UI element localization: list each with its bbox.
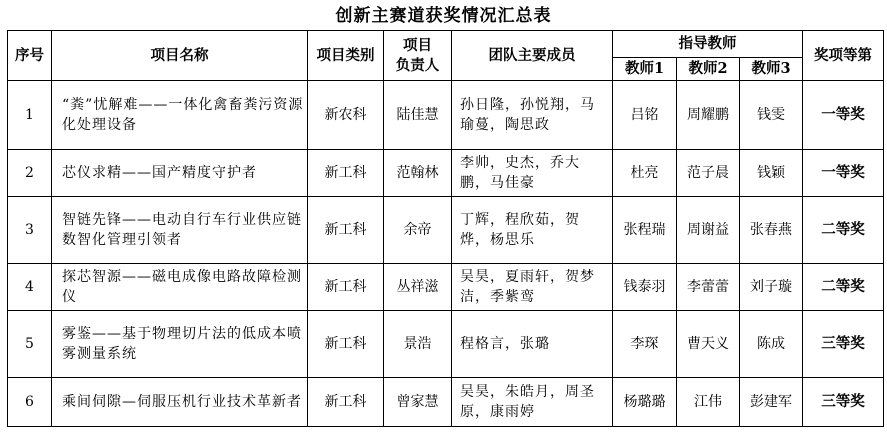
cell-teacher2: 曹天义 [677,311,740,378]
table-row [8,311,884,378]
cell-award: 一等奖 [803,81,884,150]
cell-teacher3: 钱颖 [740,150,803,197]
cell-teacher3: 钱雯 [740,81,803,150]
header-teacher2: 教师2 [677,58,740,81]
table-row [8,81,884,150]
cell-index: 5 [8,311,52,378]
cell-teacher3: 张春燕 [740,197,803,264]
header-leader-line1: 项目 [403,36,432,54]
cell-award: 三等奖 [803,378,884,427]
cell-leader: 景浩 [384,311,452,378]
cell-teacher2: 周耀鹏 [677,81,740,150]
cell-teacher1: 吕铭 [613,81,677,150]
cell-teacher2: 李蕾蕾 [677,264,740,311]
cell-index: 6 [8,378,52,427]
cell-index: 4 [8,264,52,311]
table-row [8,197,884,264]
cell-members: 程格言，张璐 [452,311,613,378]
cell-category: 新工科 [308,150,384,197]
cell-category: 新工科 [308,264,384,311]
cell-members: 吴昊，夏雨轩，贺梦洁，季紫鸾 [452,264,613,311]
cell-teacher3: 彭建军 [740,378,803,427]
cell-teacher3: 刘子璇 [740,264,803,311]
cell-leader: 陆佳慧 [384,81,452,150]
cell-project-name: 探芯智源——磁电成像电路故障检测仪 [52,264,308,311]
cell-award: 二等奖 [803,197,884,264]
header-advisors: 指导教师 [613,31,803,58]
page-title: 创新主赛道获奖情况汇总表 [335,6,552,26]
cell-award: 三等奖 [803,311,884,378]
cell-members: 孙日隆，孙悦翔，马瑜蔓，陶思政 [452,81,613,150]
cell-teacher1: 钱泰羽 [613,264,677,311]
cell-teacher1: 杜亮 [613,150,677,197]
cell-project-name: “粪”忧解难——一体化禽畜粪污资源化处理设备 [52,81,308,150]
cell-leader: 丛祥滋 [384,264,452,311]
header-award: 奖项等第 [803,31,884,81]
header-teacher1: 教师1 [613,58,677,81]
cell-teacher1: 李琛 [613,311,677,378]
cell-index: 2 [8,150,52,197]
cell-index: 3 [8,197,52,264]
cell-leader: 范翰林 [384,150,452,197]
cell-project-name: 芯仪求精——国产精度守护者 [52,150,308,197]
cell-award: 一等奖 [803,150,884,197]
cell-leader: 曾家慧 [384,378,452,427]
cell-project-name: 乘间伺隙—伺服压机行业技术革新者 [52,378,308,427]
header-row [8,31,884,58]
cell-teacher3: 陈成 [740,311,803,378]
cell-category: 新工科 [308,311,384,378]
header-project-name: 项目名称 [52,31,308,81]
cell-index: 1 [8,81,52,150]
header-members: 团队主要成员 [452,31,613,81]
cell-teacher2: 江伟 [677,378,740,427]
cell-teacher1: 张程瑞 [613,197,677,264]
cell-project-name: 雾鉴——基于物理切片法的低成本喷雾测量系统 [52,311,308,378]
cell-category: 新工科 [308,197,384,264]
cell-project-name: 智链先锋——电动自行车行业供应链数智化管理引领者 [52,197,308,264]
cell-members: 丁辉，程欣茹，贺烨，杨思乐 [452,197,613,264]
cell-members: 李帅，史杰，乔大鹏，马佳豪 [452,150,613,197]
table-row [8,378,884,427]
header-leader [384,31,452,81]
award-summary-table [7,30,884,427]
table-row [8,264,884,311]
cell-category: 新农科 [308,81,384,150]
cell-teacher1: 杨璐璐 [613,378,677,427]
cell-members: 吴昊，朱皓月，周圣原，康雨婷 [452,378,613,427]
cell-teacher2: 周谢益 [677,197,740,264]
table-row [8,150,884,197]
header-category: 项目类别 [308,31,384,81]
header-teacher3: 教师3 [740,58,803,81]
header-leader-line2: 负责人 [395,56,440,74]
cell-teacher2: 范子晨 [677,150,740,197]
cell-category: 新工科 [308,378,384,427]
cell-award: 二等奖 [803,264,884,311]
header-index: 序号 [8,31,52,81]
cell-leader: 余帝 [384,197,452,264]
